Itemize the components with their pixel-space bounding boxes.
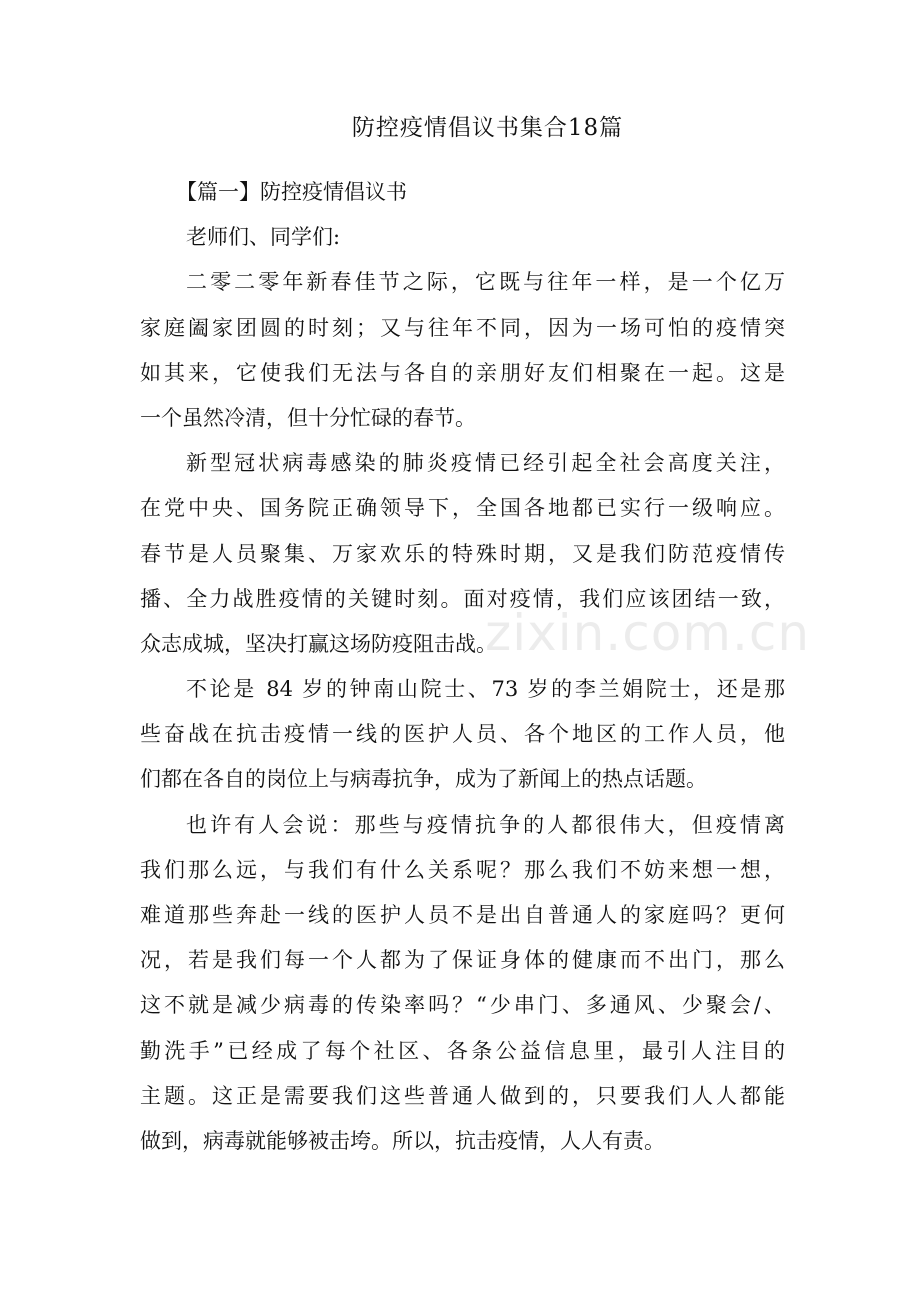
paragraph-line: 播、全力战胜疫情的关键时刻。面对疫情，我们应该团结一致， — [140, 586, 785, 611]
paragraph-line: 不论是 84 岁的钟南山院士、73 岁的李兰娟院士，还是那 — [186, 677, 785, 702]
paragraph-line: 我们那么远，与我们有什么关系呢？那么我们不妨来想一想， — [140, 857, 785, 882]
paragraph-line: 做到，病毒就能够被击垮。所以，抗击疫情，人人有责。 — [140, 1128, 665, 1153]
paragraph-line: 家庭阖家团圆的时刻；又与往年不同，因为一场可怕的疫情突 — [140, 315, 785, 340]
salutation: 老师们、同学们: — [186, 225, 341, 250]
paragraph-line: 众志成城，坚决打赢这场防疫阻击战。 — [140, 631, 497, 656]
watermark: zixin.com.cn — [485, 604, 811, 662]
section-heading: 【篇一】防控疫情倡议书 — [176, 180, 407, 204]
paragraph-line: 春节是人员聚集、万家欢乐的特殊时期，又是我们防范疫情传 — [140, 541, 785, 566]
document-title: 防控疫情倡议书集合18篇 — [351, 115, 624, 141]
paragraph-line: 这不就是减少病毒的传染率吗？“少串门、多通风、少聚会/、 — [140, 993, 785, 1018]
paragraph-line: 新型冠状病毒感染的肺炎疫情已经引起全社会高度关注， — [186, 451, 785, 476]
paragraph-line: 们都在各自的岗位上与病毒抗争，成为了新闻上的热点话题。 — [140, 767, 707, 792]
paragraph-line: 况，若是我们每一个人都为了保证身体的健康而不出门，那么 — [140, 948, 785, 973]
paragraph-line: 些奋战在抗击疫情一线的医护人员、各个地区的工作人员，他 — [140, 722, 785, 747]
paragraph-line: 勤洗手”已经成了每个社区、各条公益信息里，最引人注目的 — [140, 1038, 785, 1063]
paragraph-line: 也许有人会说：那些与疫情抗争的人都很伟大，但疫情离 — [186, 812, 785, 837]
paragraph-line: 如其来，它使我们无法与各自的亲朋好友们相聚在一起。这是 — [140, 360, 785, 385]
paragraph-line: 在党中央、国务院正确领导下，全国各地都已实行一级响应。 — [140, 496, 785, 521]
paragraph-line: 一个虽然冷清，但十分忙碌的春节。 — [140, 405, 476, 430]
paragraph-line: 主题。这正是需要我们这些普通人做到的，只要我们人人都能 — [140, 1083, 785, 1108]
paragraph-line: 难道那些奔赴一线的医护人员不是出自普通人的家庭吗？更何 — [140, 903, 785, 927]
paragraph-line: 二零二零年新春佳节之际，它既与往年一样，是一个亿万 — [186, 270, 785, 295]
